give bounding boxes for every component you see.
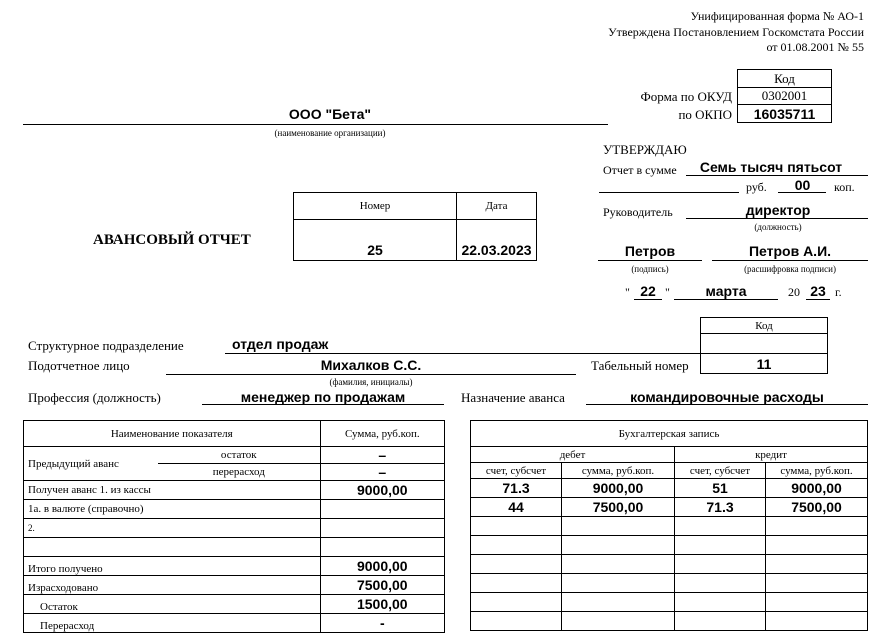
empty-cell [562,574,675,593]
empty-cell [471,593,562,612]
empty-cell [471,555,562,574]
form-line-3: от 01.08.2001 № 55 [766,40,864,54]
profession-label: Профессия (должность) [28,390,161,405]
empty-cell [675,555,766,574]
empty-cell [675,612,766,631]
organization-name: ООО "Бета" [288,106,372,122]
row1-credit-amount: 9000,00 [766,479,868,498]
empty-cell [675,517,766,536]
empty-cell [675,536,766,555]
number-header: Номер [294,193,457,220]
year-suffix: 23 [810,283,826,299]
empty-cell [766,593,868,612]
kop-value: 00 [794,177,811,193]
dept-code-cell [701,334,828,354]
employee-codes-table [700,317,828,374]
overspend-value: - [320,614,444,633]
received-value: 9000,00 [320,481,444,500]
empty-cell [766,574,868,593]
organization-caption: (наименование организации) [274,128,386,138]
okud-label: Форма по ОКУД [640,89,732,104]
credit-amount-header: сумма, руб.коп. [766,463,868,479]
empty-cell [766,536,868,555]
number-value: 25 [294,220,457,261]
approval-title: УТВЕРЖДАЮ [603,142,687,157]
row2-credit-amount: 7500,00 [766,498,868,517]
person-caption: (фамилия, инициалы) [329,377,413,387]
employee-kod-header: Код [701,318,828,334]
prev-pererashod-label: перерасход [158,464,320,481]
profession-value: менеджер по продажам [240,389,406,405]
decoding-value: Петров А.И. [748,243,832,259]
empty-cell [562,612,675,631]
empty-cell [562,517,675,536]
form-line-2: Утверждена Постановлением Госкомстата России [608,24,864,39]
empty-cell [471,517,562,536]
date-value: 22.03.2023 [457,220,537,261]
head-value: директор [745,202,811,218]
empty-cell [562,536,675,555]
empty-cell [766,555,868,574]
overspend-label: Перерасход [24,614,321,633]
approval-month: марта [705,283,747,299]
empty-cell [766,517,868,536]
position-caption: (должность) [754,222,802,232]
form-line-1: Унифицированная форма № АО-1 [690,9,864,23]
row1-debit-amount: 9000,00 [562,479,675,498]
form-header [464,9,864,56]
empty-cell [562,555,675,574]
credit-account-header: счет, субсчет [675,463,766,479]
sum-label: Отчет в сумме [603,163,677,177]
row2-credit-account: 71.3 [675,498,766,517]
rub-label: руб. [746,180,767,194]
approval-day: 22 [640,283,656,299]
debit-header: дебет [471,447,675,463]
purpose-value: командировочные расходы [630,389,824,405]
kop-label: коп. [834,180,855,194]
person-value: Михалков С.С. [320,357,422,373]
empty-row-label [24,538,321,557]
purpose-label: Назначение аванса [461,390,565,405]
balance-value: 1500,00 [320,595,444,614]
report-number-table [293,192,537,261]
currency-label: 1а. в валюте (справочно) [24,500,321,519]
row2-label: 2. [24,519,321,538]
date-quote-close: " [665,285,670,299]
row1-credit-account: 51 [675,479,766,498]
accounting-table [470,420,868,631]
codes-kod-header: Код [738,70,832,88]
prev-ostatok-value: – [320,447,444,464]
tab-number-label: Табельный номер [591,358,689,373]
left-header-sum: Сумма, руб.коп. [320,421,444,447]
empty-cell [766,612,868,631]
left-header-name: Наименование показателя [24,421,321,447]
currency-value [320,500,444,519]
credit-header: кредит [675,447,868,463]
date-header: Дата [457,193,537,220]
balance-label: Остаток [24,595,321,614]
empty-cell [562,593,675,612]
okpo-label: по ОКПО [678,107,732,122]
debit-account-header: счет, субсчет [471,463,562,479]
signature-value: Петров [624,243,676,259]
spent-value: 7500,00 [320,576,444,595]
accounting-title: Бухгалтерская запись [471,421,868,447]
decoding-caption: (расшифровка подписи) [744,264,836,274]
row2-value [320,519,444,538]
empty-row-value [320,538,444,557]
empty-cell [471,536,562,555]
prev-ostatok-label: остаток [158,447,320,464]
row2-debit-amount: 7500,00 [562,498,675,517]
head-label: Руководитель [603,205,673,219]
dept-label: Структурное подразделение [28,338,184,353]
year-prefix: 20 [788,285,800,299]
empty-cell [675,593,766,612]
date-quote-open: " [625,285,630,299]
row2-debit-account: 44 [471,498,562,517]
okpo-value: 16035711 [738,105,832,123]
report-title: АВАНСОВЫЙ ОТЧЕТ [93,232,251,248]
prev-advance-label: Предыдущий аванс [24,447,159,481]
year-label: г. [835,285,842,299]
row1-debit-account: 71.3 [471,479,562,498]
total-received-value: 9000,00 [320,557,444,576]
sum-value: Семь тысяч пятьсот [699,159,843,175]
empty-cell [675,574,766,593]
prev-pererashod-value: – [320,464,444,481]
codes-table [737,69,832,123]
empty-cell [471,574,562,593]
debit-amount-header: сумма, руб.коп. [562,463,675,479]
advance-summary-table [23,420,445,633]
person-label: Подотчетное лицо [28,358,130,373]
tab-number-value: 11 [701,354,828,374]
received-label: Получен аванс 1. из кассы [24,481,321,500]
spent-label: Израсходовано [24,576,321,595]
dept-value: отдел продаж [232,336,329,352]
empty-cell [471,612,562,631]
total-received-label: Итого получено [24,557,321,576]
signature-caption: (подпись) [631,264,669,274]
okud-value: 0302001 [738,88,832,105]
